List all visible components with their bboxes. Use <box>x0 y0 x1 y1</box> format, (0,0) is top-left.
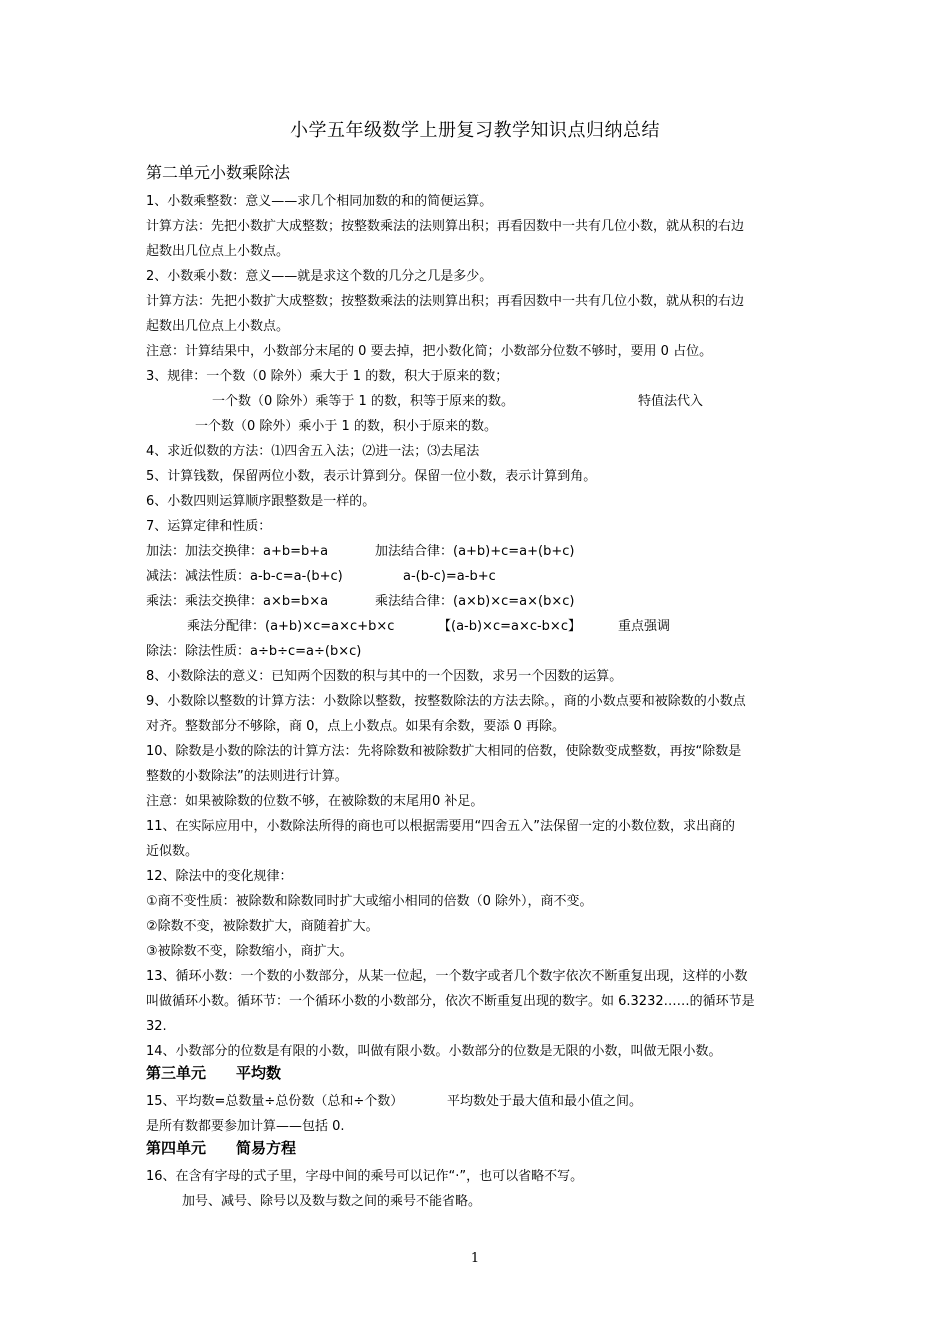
margin-note: 特值法代入 <box>638 394 704 409</box>
text-line: 是所有数都要参加计算——包括 0. <box>146 1119 345 1134</box>
margin-note: 重点强调 <box>618 619 671 634</box>
text-line: 6、小数四则运算顺序跟整数是一样的。 <box>146 494 376 509</box>
text-line: 乘法：乘法交换律：a×b=b×a <box>146 594 329 609</box>
text-line: 减法：减法性质：a-b-c=a-(b+c) <box>146 569 343 584</box>
text-line: 注意：如果被除数的位数不够，在被除数的末尾用0 补足。 <box>146 794 484 809</box>
text-line: 【(a-b)×c=a×c-b×c】 <box>438 619 581 634</box>
text-line: 7、运算定律和性质： <box>146 519 272 534</box>
text-line: 2、小数乘小数：意义——就是求这个数的几分之几是多少。 <box>146 269 493 284</box>
text-line: 9、小数除以整数的计算方法：小数除以整数，按整数除法的方法去除。，商的小数点要和被除数的小数点 <box>146 694 746 709</box>
section-heading: 第四单元 简易方程 <box>146 1139 297 1157</box>
text-line: ①商不变性质：被除数和除数同时扩大或缩小相同的倍数（0 除外），商不变。 <box>146 894 593 909</box>
text-line: 乘法结合律：(a×b)×c=a×(b×c) <box>375 594 575 609</box>
text-line: 8、小数除法的意义：已知两个因数的积与其中的一个因数，求另一个因数的运算。 <box>146 669 623 684</box>
text-line: 一个数（0 除外）乘等于 1 的数，积等于原来的数。 <box>212 394 514 409</box>
text-line: 乘法分配律：(a+b)×c=a×c+b×c <box>187 619 395 634</box>
text-line: 平均数处于最大值和最小值之间。 <box>447 1094 643 1109</box>
text-line: 加法：加法交换律：a+b=b+a <box>146 544 329 559</box>
text-line: 14、小数部分的位数是有限的小数，叫做有限小数。小数部分的位数是无限的小数，叫做无限小数。 <box>146 1044 722 1059</box>
section-heading: 第三单元 平均数 <box>146 1064 282 1082</box>
text-line: 12、除法中的变化规律： <box>146 869 293 884</box>
text-line: 13、循环小数：一个数的小数部分，从某一位起，一个数字或者几个数字依次不断重复出现，这样的小数 <box>146 969 748 984</box>
text-line: 16、在含有字母的式子里，字母中间的乘号可以记作“·”，也可以省略不写。 <box>146 1169 584 1184</box>
page-number: 1 <box>470 1251 480 1266</box>
text-line: ③被除数不变，除数缩小，商扩大。 <box>146 944 353 959</box>
document-title: 小学五年级数学上册复习教学知识点归纳总结 <box>290 120 660 141</box>
text-line: 除法：除法性质：a÷b÷c=a÷(b×c) <box>146 644 362 659</box>
text-line: 15、平均数=总数量÷总份数（总和÷个数） <box>146 1094 404 1109</box>
text-line: a-(b-c)=a-b+c <box>403 569 496 584</box>
text-line: 10、除数是小数的除法的计算方法：先将除数和被除数扩大相同的倍数，使除数变成整数，再按“除数是 <box>146 744 742 759</box>
text-line: 加号、减号、除号以及数与数之间的乘号不能省略。 <box>182 1194 482 1209</box>
text-line: 加法结合律：(a+b)+c=a+(b+c) <box>375 544 575 559</box>
text-line: 起数出几位点上小数点。 <box>146 319 290 334</box>
text-line: 整数的小数除法”的法则进行计算。 <box>146 769 348 784</box>
text-line: 32. <box>146 1019 167 1034</box>
text-line: 5、计算钱数，保留两位小数，表示计算到分。保留一位小数，表示计算到角。 <box>146 469 597 484</box>
text-line: 近似数。 <box>146 844 199 859</box>
text-line: 叫做循环小数。循环节：一个循环小数的小数部分，依次不断重复出现的数字。如 6.3232……的循环节是 <box>146 994 755 1009</box>
text-line: 计算方法：先把小数扩大成整数；按整数乘法的法则算出积；再看因数中一共有几位小数，就从积的右边 <box>146 294 745 309</box>
text-line: 注意：计算结果中，小数部分末尾的 0 要去掉，把小数化简；小数部分位数不够时，要用 0 占位。 <box>146 344 713 359</box>
text-line: 11、在实际应用中，小数除法所得的商也可以根据需要用“四舍五入”法保留一定的小数位数，求出商的 <box>146 819 736 834</box>
text-line: 对齐。整数部分不够除，商 0，点上小数点。如果有余数，要添 0 再除。 <box>146 719 565 734</box>
text-line: 1、小数乘整数：意义——求几个相同加数的和的简便运算。 <box>146 194 493 209</box>
text-line: ②除数不变，被除数扩大，商随着扩大。 <box>146 919 379 934</box>
text-line: 一个数（0 除外）乘小于 1 的数，积小于原来的数。 <box>195 419 497 434</box>
text-line: 计算方法：先把小数扩大成整数；按整数乘法的法则算出积；再看因数中一共有几位小数，就从积的右边 <box>146 219 745 234</box>
text-line: 起数出几位点上小数点。 <box>146 244 290 259</box>
text-line: 3、规律：一个数（0 除外）乘大于 1 的数，积大于原来的数； <box>146 369 509 384</box>
section-heading: 第二单元小数乘除法 <box>146 163 291 182</box>
text-line: 4、求近似数的方法：⑴四舍五入法；⑵进一法；⑶去尾法 <box>146 444 480 459</box>
